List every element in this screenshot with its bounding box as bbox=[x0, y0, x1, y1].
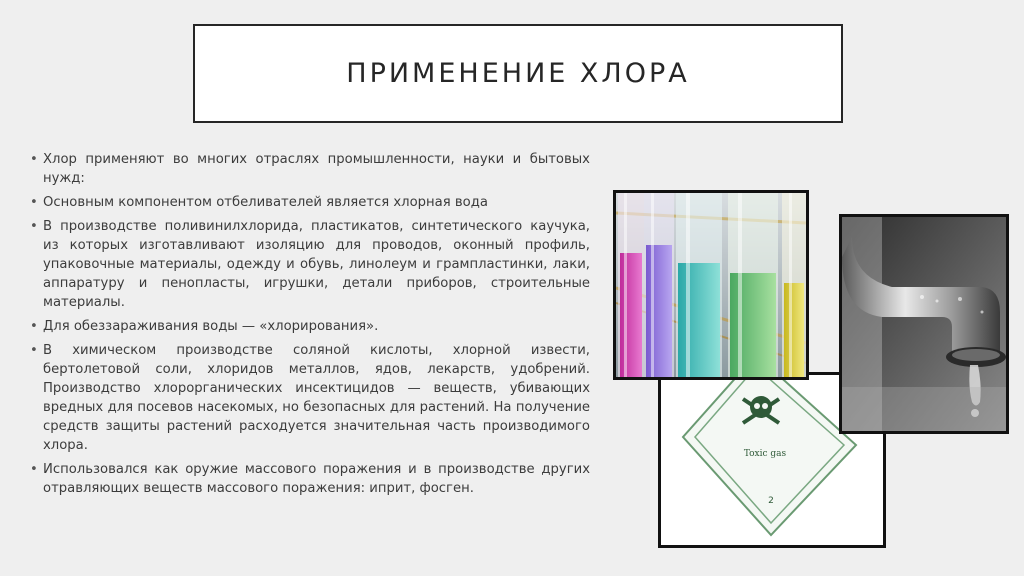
toxic-gas-label: Toxic gas bbox=[743, 449, 787, 459]
test-tubes-photo bbox=[616, 193, 806, 377]
faucet-image bbox=[839, 214, 1009, 434]
bullet-list bbox=[30, 150, 590, 503]
water-faucet-photo bbox=[842, 217, 1006, 431]
test-tubes-image bbox=[613, 190, 809, 380]
bullet-item: • В производстве поливинилхлорида, пластикатов, синтетического каучука, из которых изготавливают изоляцию для проводов, оконный профиль, упаковочные материалы, одежду и обувь, линолеум и грампластинки, лаки, аппаратуру и пенопласты, игрушки, детали приборов, строительные материалы. bbox=[30, 217, 590, 312]
title-box bbox=[193, 24, 843, 123]
bullet-item: • Хлор применяют во многих отраслях промышленности, науки и бытовых нужд: bbox=[30, 150, 590, 188]
bullet-item: • Основным компонентом отбеливателей является хлорная вода bbox=[30, 193, 590, 212]
bullet-item: • Использовался как оружие массового поражения и в производстве других отравляющих веществ массового поражения: иприт, фосген. bbox=[30, 460, 590, 498]
slide-title: ПРИМЕНЕНИЕ ХЛОРА bbox=[346, 58, 690, 89]
hazard-class-number: 2 bbox=[768, 496, 774, 506]
bullet-item: • В химическом производстве соляной кислоты, хлорной извести, бертолетовой соли, хлоридов металлов, ядов, лекарств, удобрений. Производство хлорорганических инсектицидов — веществ, убивающих вредных для посевов насекомых, но безопасных для растений. На получение средств защиты растений расходуется значительная часть производимого хлора. bbox=[30, 341, 590, 455]
bullet-item: • Для обеззараживания воды — «хлорирования». bbox=[30, 317, 590, 336]
